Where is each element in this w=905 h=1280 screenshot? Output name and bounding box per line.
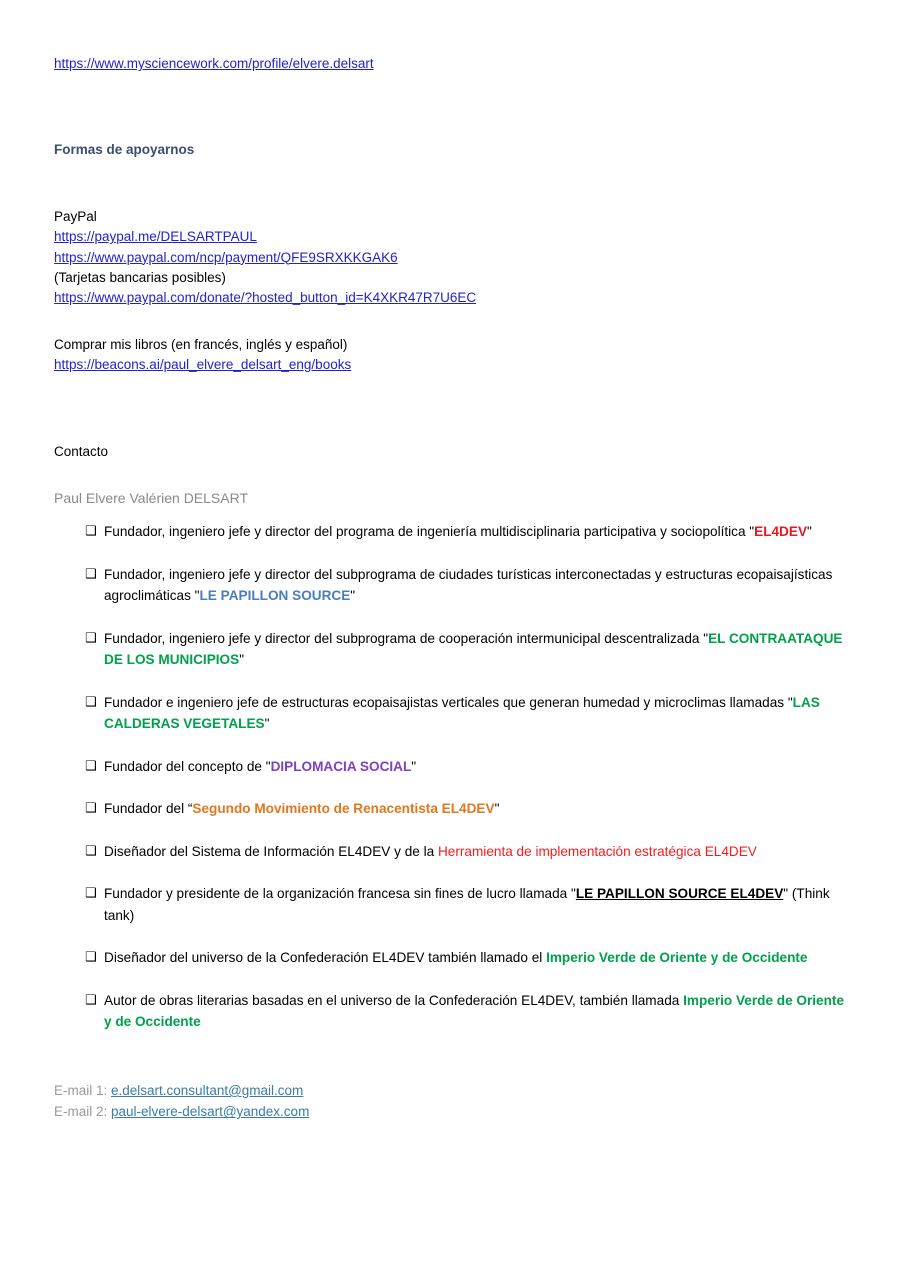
list-item-text: LAS CALDERAS VEGETALES	[104, 694, 820, 732]
list-item-text: LE PAPILLON SOURCE	[199, 588, 351, 604]
email-address-link[interactable]: e.delsart.consultant@gmail.com	[111, 1082, 304, 1098]
beacons-books-link[interactable]: https://beacons.ai/paul_elvere_delsart_eng/books	[54, 357, 352, 373]
spacer	[54, 376, 854, 442]
list-item-text: Fundador e ingeniero jefe de estructuras ecopaisajistas verticales que generan humedad y microclimas llamadas "	[104, 694, 793, 710]
list-item-text: Diseñador del Sistema de Información EL4DEV y de la	[104, 843, 438, 859]
list-item-text: Fundador del concepto de "	[104, 758, 271, 774]
spacer	[54, 74, 854, 140]
books-label: Comprar mis libros (en francés, inglés y español)	[54, 336, 348, 352]
square-bullet-icon: ❑	[85, 758, 97, 774]
list-item-text: Fundador del “	[104, 801, 193, 817]
spacer	[54, 161, 854, 207]
list-item	[85, 564, 854, 607]
paypal-label: PayPal	[54, 208, 97, 224]
list-item-text: Fundador, ingeniero jefe y director del subprograma de cooperación intermunicipal descentralizada "	[104, 630, 709, 646]
square-bullet-icon: ❑	[85, 566, 97, 582]
email-address-link[interactable]: paul-elvere-delsart@yandex.com	[111, 1104, 310, 1120]
list-item	[85, 798, 854, 820]
list-item-text: DIPLOMACIA SOCIAL	[270, 758, 412, 774]
list-item-text: Diseñador del universo de la Confederación EL4DEV también llamado el	[104, 950, 547, 966]
spacer	[54, 462, 854, 488]
list-item-text: Imperio Verde de Oriente y de Occidente	[104, 992, 845, 1030]
list-item	[85, 990, 854, 1033]
email-label: E-mail 2:	[54, 1104, 112, 1120]
contact-heading: Contacto	[54, 443, 109, 459]
list-item-text: "	[264, 716, 270, 732]
email-row	[54, 1101, 854, 1123]
list-item-text: Segundo Movimiento de Renacentista EL4DEV	[192, 801, 495, 817]
square-bullet-icon: ❑	[85, 992, 97, 1008]
list-item-text: EL CONTRAATAQUE DE LOS MUNICIPIOS	[104, 630, 843, 668]
list-item	[85, 756, 854, 778]
list-item-text: "	[807, 524, 812, 540]
support-heading: Formas de apoyarnos	[54, 142, 195, 158]
spacer	[54, 309, 854, 335]
paypal-me-link[interactable]: https://paypal.me/DELSARTPAUL	[54, 229, 257, 245]
list-item-text: Fundador y presidente de la organización francesa sin fines de lucro llamada "	[104, 886, 576, 902]
paypal-donate-link[interactable]: https://www.paypal.com/donate/?hosted_button_id=K4XKR47R7U6EC	[54, 290, 477, 306]
list-item-text: Fundador, ingeniero jefe y director del subprograma de ciudades turísticas interconectadas y estructuras ecopaisajísticas agroclimáticas "	[104, 566, 833, 604]
email-label: E-mail 1:	[54, 1082, 112, 1098]
spacer	[54, 508, 854, 521]
list-item-text: Autor de obras literarias basadas en el universo de la Confederación EL4DEV, también llamada	[104, 992, 684, 1008]
square-bullet-icon: ❑	[85, 950, 97, 966]
square-bullet-icon: ❑	[85, 843, 97, 859]
email-list	[54, 1080, 854, 1123]
list-item-text: " (Think tank)	[104, 886, 830, 923]
square-bullet-icon: ❑	[85, 886, 97, 902]
email-row	[54, 1080, 854, 1102]
mysciencework-profile-link[interactable]: https://www.mysciencework.com/profile/elvere.delsart	[54, 56, 374, 71]
list-item	[85, 883, 854, 926]
list-item-text: EL4DEV	[754, 524, 808, 540]
list-item-text: Imperio Verde de Oriente y de Occidente	[546, 950, 808, 966]
list-item-text: "	[411, 758, 417, 774]
list-item	[85, 521, 854, 543]
list-item	[85, 628, 854, 671]
paypal-ncp-payment-link[interactable]: https://www.paypal.com/ncp/payment/QFE9SRXKKGAK6	[54, 249, 398, 265]
list-item-text: "	[350, 588, 356, 604]
credentials-list	[54, 521, 854, 1033]
list-item-text: "	[494, 801, 500, 817]
list-item	[85, 947, 854, 969]
list-item-text: LE PAPILLON SOURCE EL4DEV	[575, 886, 784, 902]
list-item-text: Herramienta de implementación estratégica EL4DEV	[437, 843, 757, 859]
square-bullet-icon: ❑	[85, 630, 97, 646]
square-bullet-icon: ❑	[85, 801, 97, 817]
contact-person-name: Paul Elvere Valérien DELSART	[54, 490, 249, 507]
square-bullet-icon: ❑	[85, 524, 97, 540]
list-item-text: Fundador, ingeniero jefe y director del programa de ingeniería multidisciplinaria participativa y sociopolítica "	[104, 524, 755, 540]
paypal-cards-note: (Tarjetas bancarias posibles)	[54, 270, 226, 286]
list-item-text: "	[239, 652, 245, 668]
list-item	[85, 841, 854, 863]
square-bullet-icon: ❑	[85, 694, 97, 710]
spacer	[54, 1054, 854, 1080]
document-content	[54, 54, 854, 1123]
list-item	[85, 692, 854, 735]
